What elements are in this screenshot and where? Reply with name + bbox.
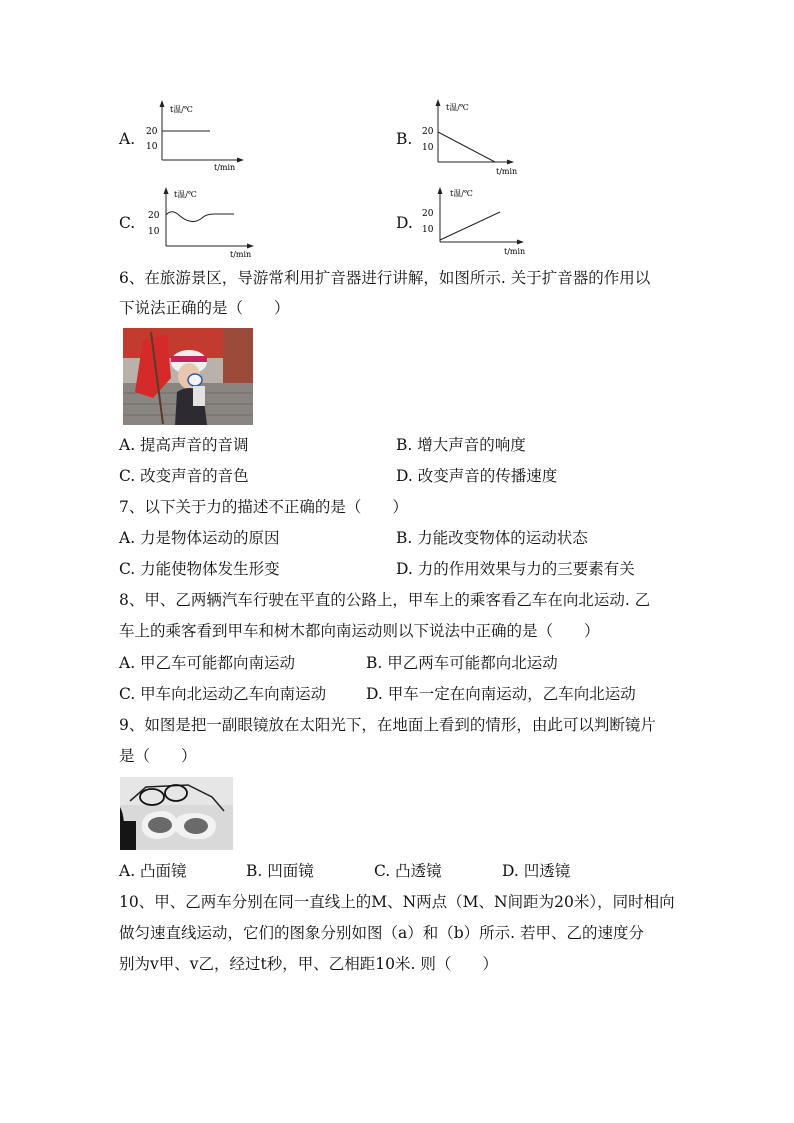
q6-option-d[interactable]: D. 改变声音的传播速度 bbox=[396, 467, 558, 485]
q8-option-d[interactable]: D. 甲车一定在向南运动，乙车向北运动 bbox=[366, 685, 636, 703]
graph-a-tick-10: 10 bbox=[146, 142, 158, 152]
q7-option-a[interactable]: A. 力是物体运动的原因 bbox=[119, 529, 280, 547]
graph-a-xlabel: t/min bbox=[214, 163, 236, 172]
q8-option-b[interactable]: B. 甲乙两车可能都向北运动 bbox=[366, 654, 558, 672]
tour-guide-megaphone-photo bbox=[123, 328, 253, 425]
option-a-letter: A. bbox=[119, 130, 136, 148]
temperature-graph-d bbox=[420, 184, 540, 262]
q9-option-d[interactable]: D. 凹透镜 bbox=[502, 862, 571, 880]
graph-b-tick-10: 10 bbox=[422, 143, 434, 153]
graph-d-ylabel: t温/℃ bbox=[450, 189, 473, 198]
graph-c-xlabel: t/min bbox=[230, 250, 252, 259]
graph-d-tick-20: 20 bbox=[422, 209, 434, 219]
q10-line3: 别为v甲、v乙，经过t秒，甲、乙相距10米. 则（ ） bbox=[119, 955, 498, 973]
graph-c-tick-20: 20 bbox=[148, 211, 160, 221]
q8-option-a[interactable]: A. 甲乙车可能都向南运动 bbox=[119, 654, 296, 672]
q10-line2: 做匀速直线运动，它们的图象分别如图（a）和（b）所示. 若甲、乙的速度分 bbox=[119, 924, 645, 942]
option-b-letter: B. bbox=[396, 130, 413, 148]
option-c-letter: C. bbox=[119, 214, 136, 232]
graph-c-ylabel: t温/℃ bbox=[174, 190, 197, 199]
q8-stem-line2: 车上的乘客看到甲车和树木都向南运动则以下说法中正确的是（ ） bbox=[119, 622, 600, 640]
graph-d-xlabel: t/min bbox=[504, 247, 526, 256]
q6-option-a[interactable]: A. 提高声音的音调 bbox=[119, 436, 249, 454]
graph-b-xlabel: t/min bbox=[496, 167, 518, 176]
q9-option-c[interactable]: C. 凸透镜 bbox=[374, 862, 442, 880]
graph-a-tick-20: 20 bbox=[146, 127, 158, 137]
q9-stem-line2: 是（ ） bbox=[119, 747, 197, 765]
q8-stem-line1: 8、甲、乙两辆汽车行驶在平直的公路上，甲车上的乘客看乙车在向北运动. 乙 bbox=[119, 591, 651, 609]
temperature-graph-a bbox=[140, 98, 250, 176]
q6-option-c[interactable]: C. 改变声音的音色 bbox=[119, 467, 249, 485]
q7-option-b[interactable]: B. 力能改变物体的运动状态 bbox=[396, 529, 588, 547]
q9-option-b[interactable]: B. 凹面镜 bbox=[246, 862, 314, 880]
graph-c-tick-10: 10 bbox=[148, 227, 160, 237]
option-d-letter: D. bbox=[396, 214, 413, 232]
glasses-in-sunlight-photo bbox=[120, 777, 233, 850]
graph-a-ylabel: t温/℃ bbox=[170, 105, 193, 114]
q7-stem: 7、以下关于力的描述不正确的是（ ） bbox=[119, 498, 408, 516]
q8-option-c[interactable]: C. 甲车向北运动乙车向南运动 bbox=[119, 685, 327, 703]
graph-b-tick-20: 20 bbox=[422, 127, 434, 137]
q9-option-a[interactable]: A. 凸面镜 bbox=[119, 862, 187, 880]
q7-option-c[interactable]: C. 力能使物体发生形变 bbox=[119, 560, 280, 578]
temperature-graph-b bbox=[418, 96, 528, 178]
q6-option-b[interactable]: B. 增大声音的响度 bbox=[396, 436, 526, 454]
q6-stem-line1: 6、在旅游景区，导游常利用扩音器进行讲解，如图所示. 关于扩音器的作用以 bbox=[119, 269, 651, 287]
q10-line1: 10、甲、乙两车分别在同一直线上的M、N两点（M、N间距为20米），同时相向 bbox=[119, 893, 675, 911]
q7-option-d[interactable]: D. 力的作用效果与力的三要素有关 bbox=[396, 560, 635, 578]
graph-b-ylabel: t温/℃ bbox=[446, 103, 469, 112]
q6-stem-line2: 下说法正确的是（ ） bbox=[119, 299, 290, 317]
q9-stem-line1: 9、如图是把一副眼镜放在太阳光下，在地面上看到的情形，由此可以判断镜片 bbox=[119, 716, 656, 734]
graph-d-tick-10: 10 bbox=[422, 225, 434, 235]
temperature-graph-c bbox=[144, 184, 264, 262]
